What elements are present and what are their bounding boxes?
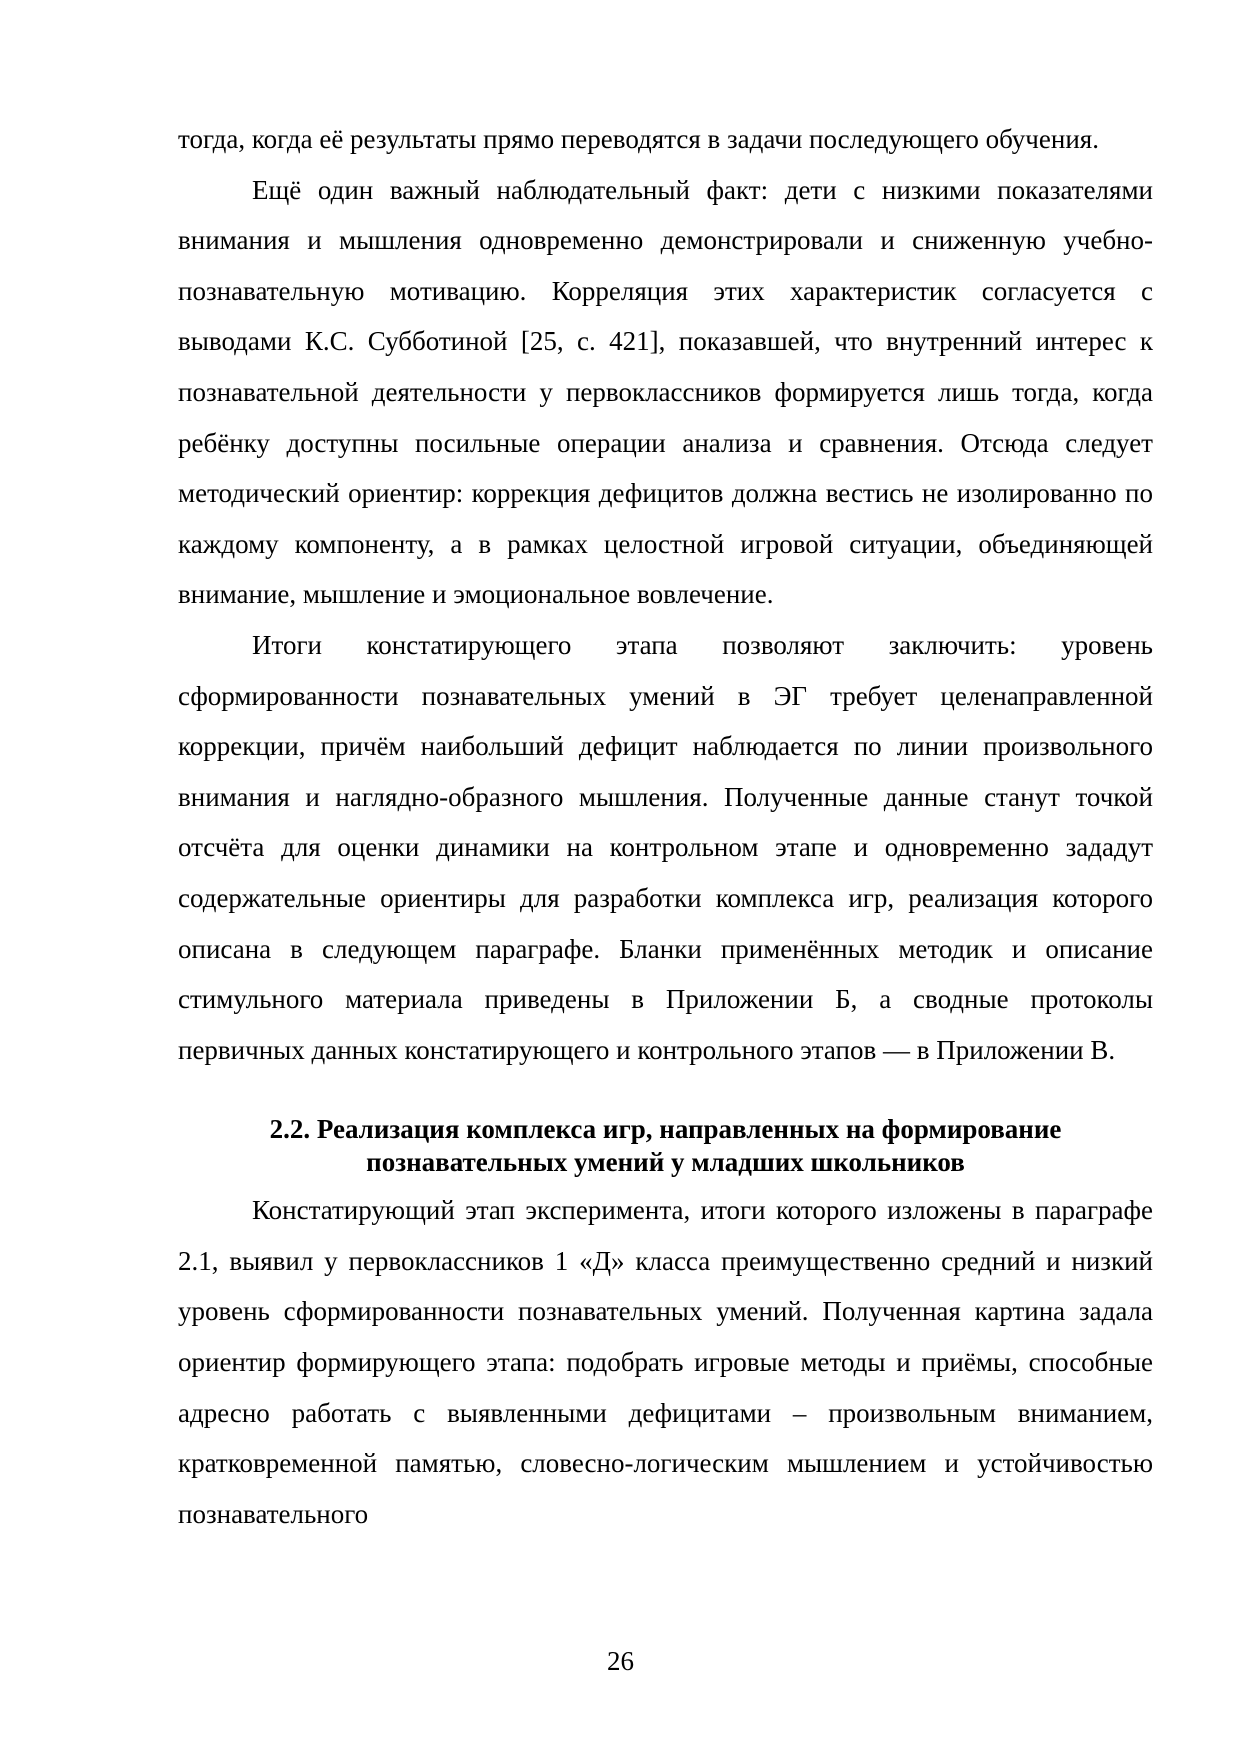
section-heading bbox=[178, 1113, 1153, 1179]
page-number: 26 bbox=[607, 1646, 634, 1676]
section-heading-line-2: познавательных умений у младших школьников bbox=[366, 1147, 965, 1178]
paragraph-continuation: тогда, когда её результаты прямо переводятся в задачи последующего обучения. bbox=[178, 124, 1099, 154]
section-heading-line-1: 2.2. Реализация комплекса игр, направленных на формирование bbox=[269, 1114, 1062, 1145]
paragraph-stage-conclusion: Итоги констатирующего этапа позволяют заключить: уровень сформированности познавательных умений в ЭГ требует целенаправленной коррекции, причём наибольший дефицит наблюдается по линии произвольного внимания и наглядно-образного мышления. Полученные данные станут точкой отсчёта для оценки динамики на контрольном этапе и одновременно зададут содержательные ориентиры для разработки комплекса игр, реализация которого описана в следующем параграфе. Бланки применённых методик и описание стимульного материала приведены в Приложении Б, а сводные протоколы первичных данных констатирующего и контрольного этапов — в Приложении В. bbox=[178, 629, 1153, 1065]
paragraph-section-intro: Констатирующий этап эксперимента, итоги которого изложены в параграфе 2.1, выявил у первоклассников 1 «Д» класса преимущественно средний и низкий уровень сформированности познавательных умений. Полученная картина задала ориентир формирующего этапа: подобрать игровые методы и приёмы, способные адресно работать с выявленными дефицитами – произвольным вниманием, кратковременной памятью, словесно-логическим мышлением и устойчивостью познавательного bbox=[178, 1195, 1153, 1529]
page-content bbox=[178, 114, 1153, 1539]
paragraph-motivation-correlation: Ещё один важный наблюдательный факт: дети с низкими показателями внимания и мышления одновременно демонстрировали и сниженную учебно-познавательную мотивацию. Корреляция этих характеристик согласуется с выводами К.С. Субботиной [25, с. 421], показавшей, что внутренний интерес к познавательной деятельности у первоклассников формируется лишь тогда, когда ребёнку доступны посильные операции анализа и сравнения. Отсюда следует методический ориентир: коррекция дефицитов должна вестись не изолированно по каждому компоненту, а в рамках целостной игровой ситуации, объединяющей внимание, мышление и эмоциональное вовлечение. bbox=[178, 174, 1153, 610]
